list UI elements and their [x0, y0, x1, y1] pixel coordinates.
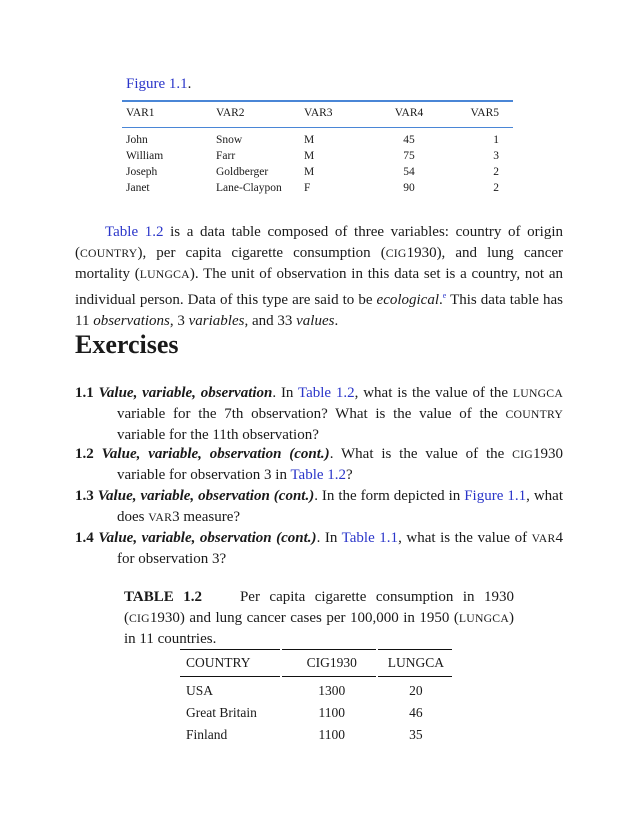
figure-header-cell: VAR4	[394, 107, 424, 119]
table-cell: Finland	[186, 727, 228, 742]
table-cell: William	[126, 150, 164, 162]
figure-1-1-link[interactable]: Figure 1.1	[126, 76, 188, 92]
table-header-cell: COUNTRY	[186, 655, 251, 670]
table-cell: Great Britain	[186, 705, 257, 720]
table-cell: 46	[409, 705, 423, 720]
exercise-1-1: 1.1 Value, variable, observation. In Table 1.2, what is the value of the LUNGCA variable for the 7th observation? What is the value of the COUNTRY variable for the 11th observation?	[75, 385, 564, 443]
table-cell: 90	[403, 182, 415, 194]
table-1-2-link[interactable]: Table 1.2	[105, 224, 164, 240]
table-1-2	[180, 649, 452, 746]
figure-header-cell: VAR5	[470, 107, 499, 119]
table-cell: Farr	[216, 150, 236, 162]
table-cell: 35	[409, 727, 423, 742]
table-cell: Lane-Claypon	[216, 182, 282, 194]
table-row	[122, 164, 513, 180]
table-row	[180, 680, 452, 702]
table-cell: Joseph	[126, 166, 158, 178]
table-row	[180, 724, 452, 746]
table-cell: Janet	[126, 182, 150, 194]
table-1-1-link[interactable]: Table 1.1	[341, 530, 399, 546]
table-cell: 1	[493, 134, 499, 146]
table-cell: Goldberger	[216, 166, 269, 178]
table-header-cell: LUNGCA	[387, 655, 444, 670]
table-cell: 3	[493, 150, 499, 162]
table-cell: M	[304, 166, 315, 178]
table-row	[122, 132, 513, 148]
table-header-rule	[180, 676, 452, 677]
figure-1-1-link[interactable]: Figure 1.1	[464, 488, 527, 504]
figure-header-cell: VAR3	[304, 107, 333, 119]
body-paragraph: Table 1.2 is a data table composed of three variables: country of origin (COUNTRY), per capita cigarette consumption (CIG1930), and lung cancer mortality (LUNGCA). The unit of observation in this data set is a country, not an individual person. Data of this type are said to be ecological.$^e$ This data table has 11 observations, 3 variables, and 33 values.	[75, 224, 563, 329]
figure-caption: Figure 1.1.	[126, 76, 192, 92]
table-cell: Snow	[216, 134, 243, 146]
table-cell: M	[304, 134, 315, 146]
figure-top-rule	[122, 100, 513, 102]
figure-header-row	[122, 103, 513, 124]
table-row	[122, 148, 513, 164]
table-1-2-link[interactable]: Table 1.2	[297, 385, 355, 401]
table-1-2-caption: TABLE 1.2 Per capita cigarette consumption in 1930 (CIG1930) and lung cancer cases per 100,000 in 1950 (LUNGCA) in 11 countries.	[124, 589, 514, 647]
table-cell: 75	[403, 150, 415, 162]
table-cell: 1100	[318, 705, 345, 720]
table-cell: 45	[403, 134, 415, 146]
figure-form-table	[122, 100, 513, 196]
table-cell: 1100	[318, 727, 345, 742]
table-cell: John	[126, 134, 148, 146]
figure-header-cell: VAR1	[126, 107, 155, 119]
exercise-1-4: 1.4 Value, variable, observation (cont.). In Table 1.1, what is the value of VAR4 for observation 3?	[75, 530, 563, 567]
table-row	[180, 702, 452, 724]
table-row	[122, 180, 513, 196]
table-cell: 20	[409, 683, 423, 698]
exercises-heading: Exercises	[75, 330, 179, 359]
table-header-cell: CIG1930	[306, 655, 357, 670]
table-cell: 1300	[318, 683, 346, 698]
exercise-1-3: 1.3 Value, variable, observation (cont.). In the form depicted in Figure 1.1, what does VAR3 measure?	[75, 488, 563, 525]
table-1-2-link[interactable]: Table 1.2	[290, 467, 347, 483]
table-cell: M	[304, 150, 315, 162]
table-cell: 2	[493, 166, 499, 178]
table-cell: F	[304, 182, 311, 194]
exercise-1-2: 1.2 Value, variable, observation (cont.). What is the value of the CIG1930 variable for observation 3 in Table 1.2?	[75, 446, 563, 483]
table-cell: 54	[403, 166, 415, 178]
table-header-row	[180, 650, 452, 676]
footnote-marker[interactable]: e	[442, 291, 447, 300]
table-cell: 2	[493, 182, 499, 194]
figure-header-cell: VAR2	[216, 107, 245, 119]
table-cell: USA	[186, 683, 214, 698]
